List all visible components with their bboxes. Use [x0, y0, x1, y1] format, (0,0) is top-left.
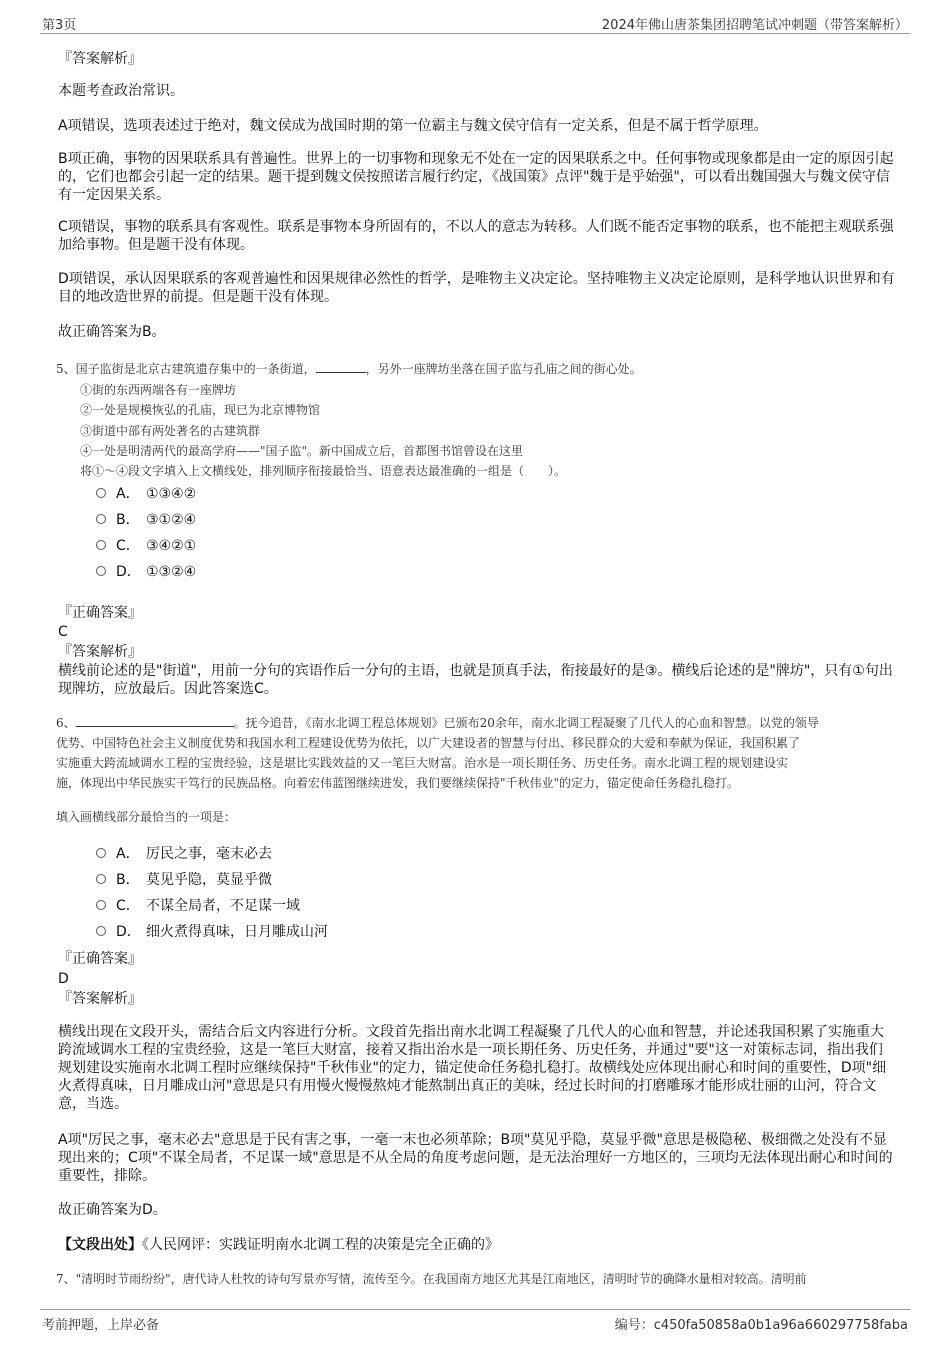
q7-stem: 7、"清明时节雨纷纷"，唐代诗人杜牧的诗句写景亦写情，流传至今。在我国南方地区尤其是江南地区，清明时节的确降水量相对较高。清明前 [56, 1272, 807, 1286]
q4-analysis-para-5: D项错误，承认因果联系的客观普遍性和因果规律必然性的哲学，是唯物主义决定论。坚持唯物主义决定论原则，是科学地认识世界和有目的地改造世界的前提。但是题干没有体现。 [58, 271, 895, 305]
q4-analysis-para-6: 故正确答案为B。 [58, 324, 166, 340]
radio-icon[interactable] [96, 566, 106, 576]
option-letter: B． [116, 512, 140, 528]
q6-answer: D [58, 971, 69, 987]
q4-analysis-para-2: A项错误，选项表述过于绝对，魏文侯成为战国时期的第一位霸主与魏文侯守信有一定关系，但是不属于哲学原理。 [58, 118, 768, 134]
q5-stem-part-a: 5、国子监街是北京古建筑遗存集中的一条街道， [56, 362, 316, 376]
q6-stem-line-2: 优势、中国特色社会主义制度优势和我国水利工程建设优势为依托，以广大建设者的智慧与付出、移民群众的大爱和奉献为保证，我国积累了 [56, 736, 801, 750]
q5-answer-label: 『正确答案』 [58, 605, 142, 621]
q6-number: 6、 [56, 716, 76, 730]
q5-item-1: ①街的东西两端各有一座牌坊 [80, 383, 237, 397]
option-text: 莫见乎隐，莫显乎微 [146, 872, 272, 888]
q6-analysis-para-3: 故正确答案为D。 [58, 1202, 167, 1218]
q5-item-2: ②一处是规模恢弘的孔庙，现已为北京博物馆 [80, 403, 321, 417]
option-text: 细火煮得真味，日月雕成山河 [146, 924, 328, 940]
q5-analysis: 横线前论述的是"街道"，用前一分句的宾语作后一分句的主语，也就是顶真手法，衔接最好的是③。横线后论述的是"牌坊"，只有①句出现牌坊，应放最后。因此答案选C。 [58, 663, 893, 697]
radio-icon[interactable] [96, 488, 106, 498]
document-title: 2024年佛山唐茶集团招聘笔试冲刺题（带答案解析） [601, 18, 908, 33]
option-letter: C． [116, 538, 140, 554]
q6-option-a[interactable] [96, 844, 272, 864]
option-letter: C． [116, 898, 140, 914]
q6-option-c[interactable] [96, 896, 300, 916]
q6-stem-text: 。抚今追昔，《南水北调工程总体规划》已颁布20余年，南水北调工程凝聚了几代人的心血和智慧。以党的领导 [233, 716, 819, 730]
radio-icon[interactable] [96, 848, 106, 858]
footer-code-label: 编号： [614, 1318, 654, 1333]
option-text: ①③②④ [146, 564, 197, 580]
radio-icon[interactable] [96, 900, 106, 910]
footer-slogan: 考前押题，上岸必备 [42, 1318, 160, 1333]
q6-source [58, 1236, 896, 1254]
q6-stem-line-3: 实施重大跨流域调水工程的宝贵经验，这是堪比实践效益的又一笔巨大财富。治水是一项长期任务、历史任务。南水北调工程的规划建设实 [56, 756, 789, 770]
q6-blank [76, 714, 234, 727]
q5-option-d[interactable] [96, 562, 196, 582]
q6-answer-label: 『正确答案』 [58, 951, 142, 967]
q5-stem [56, 360, 916, 379]
q6-option-b[interactable] [96, 870, 272, 890]
q6-source-label: 【文段出处】 [58, 1237, 142, 1253]
q6-analysis-label: 『答案解析』 [58, 991, 142, 1007]
option-letter: D． [116, 924, 141, 940]
q5-option-a[interactable] [96, 484, 196, 504]
option-text: ①③④② [146, 486, 197, 502]
q6-stem-line-1 [56, 714, 916, 733]
option-text: 厉民之事，毫末必去 [146, 846, 272, 862]
q5-answer: C [58, 624, 68, 640]
option-letter: B． [116, 872, 140, 888]
q5-item-4: ④一处是明清两代的最高学府——"国子监"。新中国成立后，首都图书馆曾设在这里 [80, 444, 524, 458]
footer-code-value: c450fa50858a0b1a96a660297758faba [653, 1318, 908, 1333]
q6-stem-line-4: 施，体现出中华民族实干笃行的民族品格。向着宏伟蓝图继续进发，我们要继续保持"千秋伟业"的定力，锚定使命任务稳扎稳打。 [56, 776, 740, 790]
q5-blank [316, 360, 366, 373]
q5-instruction: 将①～④段文字填入上文横线处，排列顺序衔接最恰当、语意表达最准确的一组是（ ）。 [80, 464, 567, 478]
page-number: 第3页 [42, 18, 77, 33]
q6-source-text: 《人民网评：实践证明南水北调工程的决策是完全正确的》 [142, 1237, 499, 1253]
option-text: ③④②① [146, 538, 197, 554]
q5-option-c[interactable] [96, 536, 196, 556]
q5-item-3: ③街道中部有两处著名的古建筑群 [80, 424, 261, 438]
q6-fill-prompt: 填入画横线部分最恰当的一项是： [56, 810, 237, 824]
q6-analysis-para-2: A项"厉民之事，毫末必去"意思是于民有害之事，一毫一末也必须革除；B项"莫见乎隐，莫显乎微"意思是极隐秘、极细微之处没有不显现出来的；C项"不谋全局者，不足谋一域"意思是不从全局的角度考虑问题，是无法治理好一方地区的，三项均无法体现出耐心和时间的重要性，排除。 [58, 1132, 893, 1184]
radio-icon[interactable] [96, 514, 106, 524]
q5-stem-part-b: ，另外一座牌坊坐落在国子监与孔庙之间的街心处。 [365, 362, 642, 376]
q4-analysis-para-3: B项正确，事物的因果联系具有普遍性。世界上的一切事物和现象无不处在一定的因果联系之中。任何事物或现象都是由一定的原因引起的，它们也都会引起一定的结果。题干提到魏文侯按照诺言履行约定，《战国策》点评"魏于是乎始强"，可以看出魏国强大与魏文侯守信有一定因果关系。 [58, 151, 894, 203]
option-text: 不谋全局者，不足谋一域 [146, 898, 300, 914]
footer-code [615, 1314, 908, 1333]
option-text: ③①②④ [146, 512, 197, 528]
option-letter: D． [116, 564, 141, 580]
q6-analysis-para-1: 横线出现在文段开头，需结合后文内容进行分析。文段首先指出南水北调工程凝聚了几代人的心血和智慧，并论述我国积累了实施重大跨流域调水工程的宝贵经验，这是一笔巨大财富，接着又指出治水是一项长期任务、历史任务，并通过"要"这一对策标志词，指出我们规划建设实施南水北调工程时应继续保持"千秋伟业"的定力，锚定使命任务稳扎稳打。故横线处应体现出耐心和时间的重要性，D项"细火煮得真味，日月雕成山河"意思是只有用慢火慢慢熬炖才能熬制出真正的美味，经过长时间的打磨雕琢才能形成壮丽的山河，符合文意，当选。 [58, 1024, 887, 1112]
header-divider [40, 33, 910, 34]
q4-analysis-para-4: C项错误，事物的联系具有客观性。联系是事物本身所固有的，不以人的意志为转移。人们既不能否定事物的联系，也不能把主观联系强加给事物。但是题干没有体现。 [58, 219, 894, 253]
q5-analysis-label: 『答案解析』 [58, 644, 142, 660]
radio-icon[interactable] [96, 926, 106, 936]
q6-option-d[interactable] [96, 922, 328, 942]
radio-icon[interactable] [96, 540, 106, 550]
footer-divider [40, 1309, 910, 1310]
radio-icon[interactable] [96, 874, 106, 884]
option-letter: A． [116, 846, 140, 862]
option-letter: A． [116, 486, 140, 502]
q4-analysis-para-1: 本题考查政治常识。 [58, 83, 184, 99]
q4-analysis-label: 『答案解析』 [58, 51, 142, 67]
q5-option-b[interactable] [96, 510, 196, 530]
